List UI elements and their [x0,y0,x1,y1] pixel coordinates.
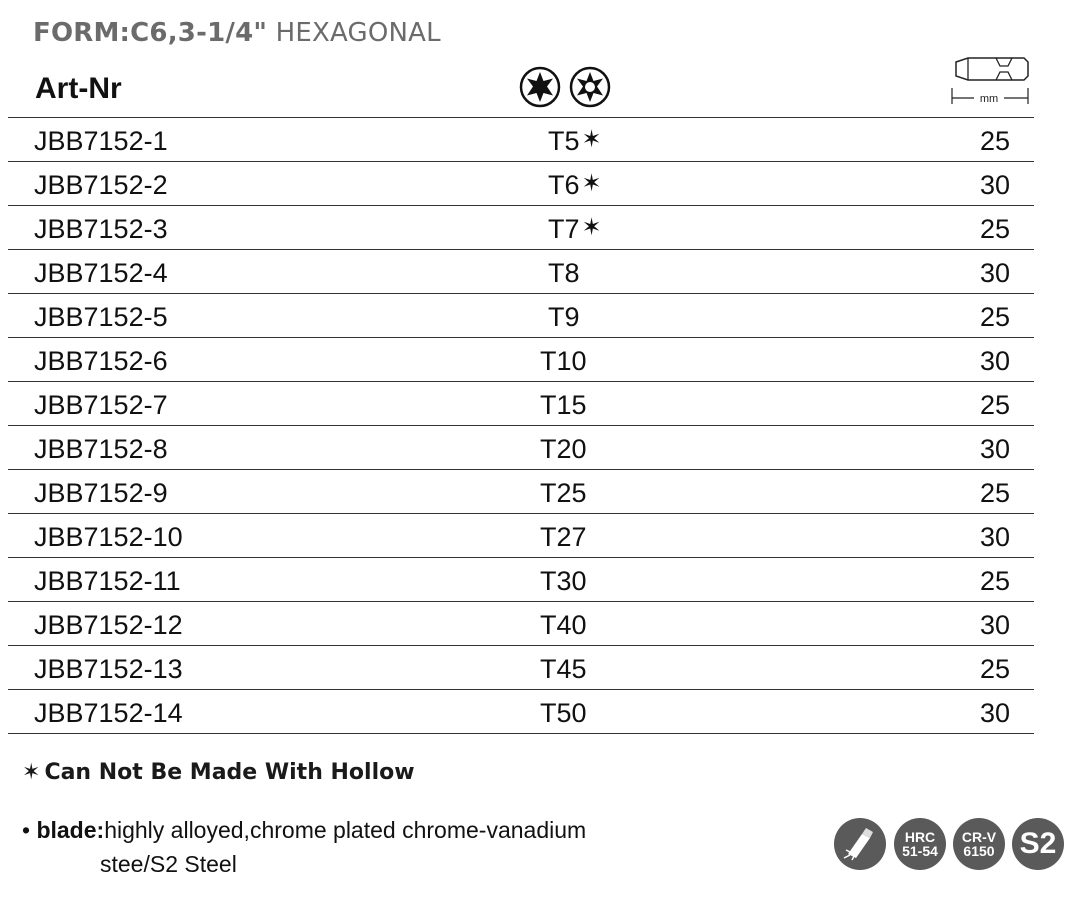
blade-label: blade: [36,817,105,843]
size-cell [540,426,587,469]
size-label: T30 [540,566,587,596]
table-row [8,602,1034,646]
blade-text-1: highly alloyed,chrome plated chrome-vanadium [104,817,587,843]
length-cell: 25 [980,214,1011,244]
table-row [8,470,1034,514]
table-row [8,294,1034,338]
art-nr-cell: JBB7152-8 [34,434,168,464]
size-label: T7 [548,214,580,244]
table-row [8,690,1034,734]
art-nr-cell: JBB7152-6 [34,346,168,376]
star-icon: ✶ [22,760,41,785]
torx-profile-icons [519,66,614,108]
size-label: T8 [548,258,580,288]
size-cell [548,294,580,337]
hrc-badge [894,818,946,870]
star-icon: ✶ [581,214,602,241]
table-row [8,250,1034,294]
size-label: T27 [540,522,587,552]
size-label: T5 [548,126,580,156]
table-row [8,118,1034,162]
size-cell [548,162,602,205]
hrc-label: HRC [904,829,936,845]
torx-hollow-icon [571,68,609,106]
art-nr-cell: JBB7152-3 [34,214,168,244]
table-row [8,338,1034,382]
size-label: T40 [540,610,587,640]
hollow-note [22,760,415,785]
table-row [8,206,1034,250]
art-nr-header: Art-Nr [35,72,122,105]
art-nr-cell: JBB7152-12 [34,610,183,640]
table-row [8,162,1034,206]
length-cell: 30 [980,170,1011,200]
form-title [33,18,441,48]
size-label: T9 [548,302,580,332]
size-cell [548,206,602,249]
size-label: T15 [540,390,587,420]
form-title-rest: HEXAGONAL [267,18,441,48]
length-cell: 25 [980,302,1011,332]
length-cell: 25 [980,390,1011,420]
table-row [8,426,1034,470]
size-cell [540,602,587,645]
crv-badge [953,818,1005,870]
hollow-note-text: Can Not Be Made With Hollow [44,760,415,785]
crv-label: CR-V [961,829,997,845]
table-row [8,514,1034,558]
bit-length-icon [948,54,1032,110]
size-cell [540,470,587,513]
table-row [8,382,1034,426]
form-title-lead: FORM:C6,3-1/4" [33,18,268,48]
art-nr-cell: JBB7152-1 [34,126,168,156]
length-cell: 30 [980,346,1011,376]
art-nr-cell: JBB7152-10 [34,522,183,552]
art-nr-cell: JBB7152-11 [34,566,181,596]
size-label: T25 [540,478,587,508]
art-nr-cell: JBB7152-9 [34,478,168,508]
size-cell [540,514,587,557]
art-nr-cell: JBB7152-5 [34,302,168,332]
star-icon: ✶ [581,170,602,197]
size-cell [540,646,587,689]
size-label: T10 [540,346,587,376]
size-label: T6 [548,170,580,200]
art-nr-cell: JBB7152-7 [34,390,168,420]
art-nr-cell: JBB7152-14 [34,698,183,728]
length-cell: 25 [980,126,1011,156]
crv-value: 6150 [963,843,995,859]
size-label: T45 [540,654,587,684]
size-label: T20 [540,434,587,464]
length-cell: 30 [980,522,1011,552]
length-unit: mm [979,93,999,105]
length-cell: 30 [980,610,1011,640]
size-cell [540,338,587,381]
length-cell: 25 [980,566,1011,596]
torx-solid-icon [521,68,559,106]
table-row [8,646,1034,690]
bullet: • [22,817,31,843]
length-cell: 30 [980,698,1011,728]
hrc-value: 51-54 [902,843,938,859]
blade-line-2: stee/S2 Steel [100,851,237,877]
size-cell [548,118,602,161]
size-cell [540,382,587,425]
art-nr-cell: JBB7152-13 [34,654,183,684]
length-cell: 30 [980,258,1011,288]
length-header [948,54,1032,110]
blade-line-1 [22,817,586,844]
star-icon: ✶ [581,126,602,153]
table-row [8,558,1034,602]
article-table [8,117,1034,734]
length-cell: 25 [980,478,1011,508]
material-badges [834,818,1064,872]
art-nr-cell: JBB7152-2 [34,170,168,200]
size-cell [540,558,587,601]
size-cell [540,690,587,733]
length-cell: 30 [980,434,1011,464]
s2-badge: S2 [1012,818,1064,870]
art-nr-cell: JBB7152-4 [34,258,168,288]
size-cell [548,250,580,293]
hardness-icon [834,818,886,870]
length-cell: 25 [980,654,1011,684]
size-label: T50 [540,698,587,728]
